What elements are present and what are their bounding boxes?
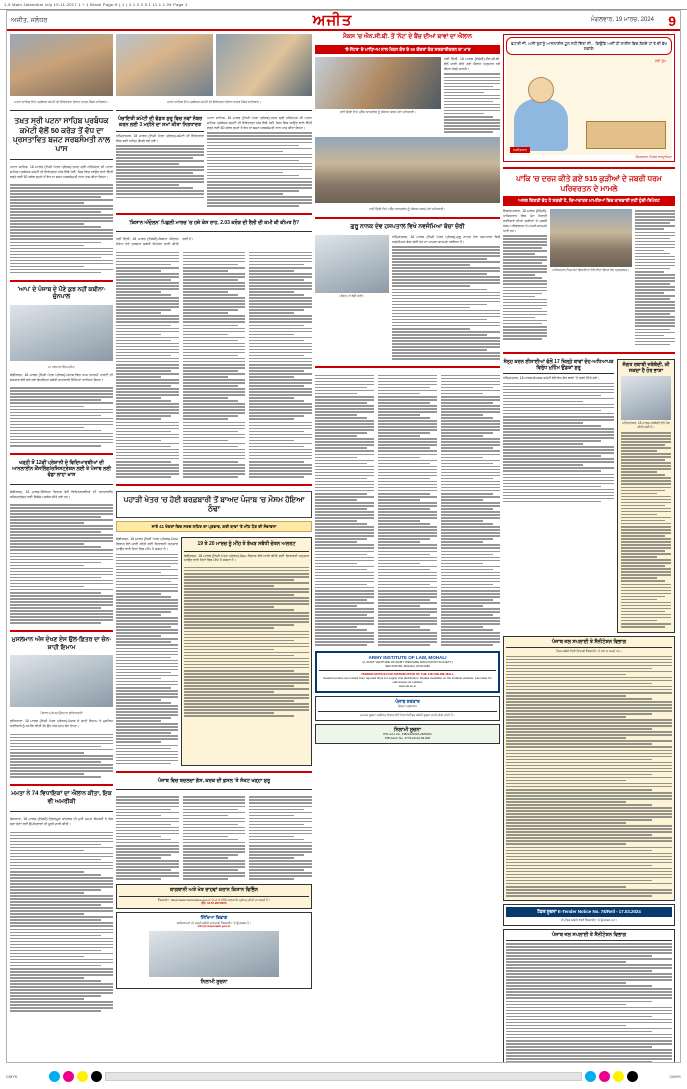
snowfall-alert-box — [181, 537, 312, 765]
footer-label-left: CMYK — [6, 1073, 18, 1079]
headline-guru-nanak-hospital: ਗੁਰੂ ਨਾਨਕ ਦੇਵ ਹਸਪਤਾਲ ਵਿਖੇ ਨਵਜੰਮਿਆ ਬੱਚਾ ਚੋਰੀ — [350, 224, 465, 231]
column-2 — [116, 34, 312, 1063]
headline-kilometer: 'ਕਿਸਾਨ ਅੰਦੋਲਨ' ਪਿਛਲੀ ਮਾਰਚ 'ਚ ਹਜ਼ੇ ਕੇਸ ਰਾਹ, 2.03 ਕਰੋੜ ਦੀ ਰੈਲੀ ਦੀ ਕਮੀ ਕੀ ਕੀਮਤ ਹੈ? — [128, 220, 300, 227]
ad-etender[interactable] — [503, 904, 675, 926]
headline-musalman: ਮੁਸਲਮਾਨ ਅੱਜ ਦੇਖਣ ਏਸ ਉਲ-ਫ਼ਿਤਰ ਦਾ ਚੰਨ-ਸ਼ਾਹੀ ਇਮਾਮ — [11, 637, 112, 651]
body-col2-lead: ਪਟਨਾ ਸਾਹਿਬ, 18 ਮਾਰਚ (ਨਿਜੀ ਪੱਤਰ ਪ੍ਰੇਰਕ)-ਤਖ਼ਤ ਸ੍ਰੀ ਹਰਿਮੰਦਰ ਜੀ ਪਟਨਾ ਸਾਹਿਬ ਪ੍ਰਬੰਧਕ ਕਮੇਟੀ ਦੀ ਇਕੱਤਰਤਾ ਅੱਜ ਇਥੇ ਹੋਈ, ਜਿਸ ਵਿਚ ਆਉਣ ਵਾਲੇ ਵਿੱਤੀ ਵਰ੍ਹੇ ਲਈ 50 ਕਰੋੜ ਰੁਪਏ ਤੋਂ ਵੱਧ ਦਾ ਬਜਟ ਸਰਬਸੰਮਤੀ ਨਾਲ ਪਾਸ ਕੀਤਾ ਗਿਆ। — [207, 116, 312, 131]
caption-street-crowd: ਨਵੀਂ ਦਿੱਲੀ ਵਿਖੇ ਪ੍ਰੈੱਸ ਕਾਨਫ਼ਰੰਸ ਨੂੰ ਸੰਬੋਧਨ ਕਰਦੇ ਹੋਏ ਅਧਿਕਾਰੀ। — [369, 207, 446, 212]
body-filler-13 — [392, 246, 500, 360]
ad-water-title: ਪੰਜਾਬ ਜਲ ਸਪਲਾਈ ਤੇ ਸੈਨੀਟੇਸ਼ਨ ਵਿਭਾਗ — [551, 638, 627, 645]
body-filler-18 — [618, 432, 674, 632]
ad-punjab-govt[interactable] — [315, 696, 500, 721]
body-filler-11b — [183, 795, 246, 881]
photo-patna-committee — [10, 34, 113, 96]
ad-army-body: Sealed tenders are invited from reputed firms for supply and distribution. Details available on the institute website. Last date for submission as notified. — [323, 676, 492, 685]
page-number: 9 — [668, 12, 676, 29]
masthead — [7, 11, 680, 31]
ad-agri-title: ਬਾਗਬਾਨੀ ਅਤੇ ਖੇਤ ਰਾਹਵਾਂ ਕਰਾਨ ਕਿਸਾਨ ਵਿਭਿੰਨ — [169, 887, 259, 894]
headline-pak-conversion: ਪਾਕਿ 'ਚ ਦਰਜ ਕੀਤੇ ਗਏ 515 ਕੁੜੀਆਂ ਦੇ ਜਬਰੀ ਧਰਮ ਪਰਿਵਰਤਨ ਦੇ ਮਾਮਲੇ — [516, 174, 662, 193]
body-filler-17 — [503, 383, 614, 503]
body-filler-9 — [116, 554, 178, 765]
ad-army-web[interactable]: www.ail.ac.in — [398, 684, 417, 689]
body-filler-16 — [635, 210, 675, 345]
headline-rail-roko: ਸੰਨ੍ਹ ਕਰਨ ਈਸਾਈਆਂ ਵੱਲੋਂ 17 ਜ਼ਿਲ੍ਹੇ ਥਾਵਾਂ ਦੇਹ-ਅਧਿਆਪਕ ਵਿਰੁੱਧ ਮੁਹਿੰਮ ਉਡਕਾਂ ਸ਼ੁਰੂ — [503, 358, 614, 371]
headline-mamta: ਮਮਤਾ ਨੇ 74 ਵਿਧਾਇਕਾਂ ਦਾ ਐਲਾਨ ਕੀਤਾ, ਇਕ ਵੀ ਅਮਰੀਕੀ — [11, 791, 112, 805]
ad-army-line2: SECTOR-68, MOHALI (PUNJAB) — [385, 663, 430, 668]
color-dot-black — [91, 1071, 102, 1082]
ad-army-title: ARMY INSTITUTE OF LAW, MOHALI — [368, 654, 447, 660]
headline-aap-punjab: 'ਆਪ' ਦੇ ਪੰਜਾਬ ਦੇ ਪੌਣੇ ਕੁਝ ਨਹੀਂ ਕਬੀਨਾ-ਚੁੰਨਪਾਲ — [17, 286, 106, 301]
footer-label-right: CMYK — [669, 1073, 681, 1079]
body-takht-patna: ਪਟਨਾ ਸਾਹਿਬ, 18 ਮਾਰਚ (ਨਿਜੀ ਪੱਤਰ ਪ੍ਰੇਰਕ)-ਤਖ਼ਤ ਸ੍ਰੀ ਹਰਿਮੰਦਰ ਜੀ ਪਟਨਾ ਸਾਹਿਬ ਪ੍ਰਬੰਧਕ ਕਮੇਟੀ ਦੀ ਇਕੱਤਰਤਾ ਅੱਜ ਇਥੇ ਹੋਈ, ਜਿਸ ਵਿਚ ਆਉਣ ਵਾਲੇ ਵਿੱਤੀ ਵਰ੍ਹੇ ਲਈ 50 ਕਰੋੜ ਰੁਪਏ ਤੋਂ ਵੱਧ ਦਾ ਬਜਟ ਸਰਬਸੰਮਤੀ ਨਾਲ ਪਾਸ ਕੀਤਾ ਗਿਆ। — [10, 164, 113, 179]
color-dot-magenta — [63, 1071, 74, 1082]
ad-agri-body: ਵੈੱਬਸਾਈਟ: https://www.horticulture.gov.in 'ਤੇ ਜਾ ਕੇ ਵਧੇਰੇ ਜਾਣਕਾਰੀ ਪ੍ਰਾਪਤ ਕੀਤੀ ਜਾ ਸਕਦੀ ਹੈ। — [157, 897, 271, 902]
body-filler-14a — [315, 373, 374, 647]
headline-snowfall: ਪਹਾੜੀ ਖੇਤਰ 'ਚ ਹੋਈ ਬਰਫ਼ਬਾਰੀ ਤੋਂ ਬਾਅਦ ਪੰਜਾਬ 'ਚ ਮੌਸਮ ਹੋਇਆ ਠੰਢਾ — [116, 491, 312, 518]
ad-agri-notice[interactable] — [116, 884, 312, 909]
caption-patna-committee: ਪਟਨਾ ਸਾਹਿਬ ਵਿਖੇ ਪ੍ਰਬੰਧਕ ਕਮੇਟੀ ਦੀ ਇਕੱਤਰਤਾ ਦੌਰਾਨ ਹਾਜ਼ਰ ਮੈਂਬਰ ਸਾਹਿਬਾਨ। — [14, 100, 109, 104]
body-filler-8c — [249, 250, 312, 479]
photo-mexico-press — [315, 57, 441, 109]
body-filler-12 — [444, 73, 500, 132]
ad-agri-phone: ਫ਼ੋਨ: 0172-2970605 — [201, 901, 227, 906]
registration-bar — [105, 1072, 582, 1081]
caption-harpal-cheema: ਸ: ਹਰਪਾਲ ਸਿੰਘ ਚੀਮਾ — [48, 364, 75, 369]
ad-water-supply-2[interactable] — [503, 929, 675, 1063]
cartoon-table — [586, 121, 666, 149]
ad-etender-body: ਈ-ਟੈਂਡਰ ਸਬੰਧੀ ਵੇਰਵੇ ਵੈੱਬਸਾਈਟ 'ਤੇ ਉਪਲਬਧ ਹਨ। — [560, 917, 618, 922]
ad-punjab-govt-sub: ਜ਼ਿਲ੍ਹਾ ਪ੍ਰਸ਼ਾਸਨ — [397, 704, 417, 709]
ad-edu-email: info@ssapunjab.gov.in — [197, 924, 231, 929]
cartoon-speech-bubble: ਵਧਾਈ ਜੀ, ਅਸੀਂ ਤੁਹਾਨੂੰ ਆਨਲਾਈਨ-ਟੂਲ ਨਹੀਂ ਦਿੱਤਾ ਸੀ... ਕਿਉਂਕਿ ਅਸੀਂ ਹੀ ਲਾਈਨ ਵਿਚ ਲੱਗਦੇ ਹਾਂ ਤੇ ਦੀ ਵੇਖ ਲਵਾਂਗੇ! — [506, 37, 672, 55]
body-filler-20 — [506, 943, 672, 1063]
cartoon-panel — [503, 34, 675, 162]
photo-shahi-imam — [10, 655, 113, 707]
subhead-snowfall: ਸਾਰੇ 41 ਖੇਤਰਾਂ ਵਿਚ ਸਰਦ ਲਹਿਰ ਦਾ ਪ੍ਰਭਾਵ, ਕਈ ਥਾਵਾਂ 'ਤੇ ਮੀਂਹ ਪੈਣ ਦੀ ਸੰਭਾਵਨਾ — [116, 521, 312, 532]
body-filler-7 — [207, 132, 312, 206]
ad-edu-title: ਸਿੱਖਿਆ ਵਿਭਾਗ — [200, 915, 228, 921]
ad-edu-notice[interactable] — [116, 912, 312, 988]
ad-contact-footer[interactable] — [315, 724, 500, 744]
column-3 — [315, 34, 500, 1063]
ad-army-institute[interactable] — [315, 651, 500, 694]
ad-edu-photo — [149, 931, 279, 977]
color-dot-cyan-2 — [585, 1071, 596, 1082]
photo-sangat-leader — [621, 376, 671, 420]
body-mexico: ਨਵੀਂ ਦਿੱਲੀ, 18 ਮਾਰਚ (ਏਜੰਸੀ)-ਐਨ.ਸੀ.ਬੀ. ਵੱਲੋਂ ਜਾਰੀ ਕੀਤੇ ਗਏ ਐਲਾਨ ਅਨੁਸਾਰ ਨਵੇਂ ਕੇਂਦਰ ਖੋਲ੍ਹੇ ਜਾਣਗੇ। — [444, 57, 500, 72]
body-filler-14c — [441, 373, 500, 647]
photo-crying-mother — [315, 235, 389, 293]
body-filler-11c — [249, 795, 312, 881]
cartoon-label-small: ਨਵਾਂ ਰੂਪ — [654, 59, 666, 64]
caption-crying-mother: ਪੀੜਤ ਮਾਂ ਰੋਂਦੀ ਹੋਈ। — [339, 293, 365, 298]
body-filler-8a — [116, 250, 179, 479]
photo-street-crowd — [315, 137, 500, 203]
caption-mexico: ਨਵੀਂ ਦਿੱਲੀ ਵਿਖੇ ਪ੍ਰੈੱਸ ਕਾਨਫ਼ਰੰਸ ਨੂੰ ਸੰਬੋਧਨ ਕਰਦੇ ਹੋਏ ਅਧਿਕਾਰੀ। — [339, 110, 417, 115]
body-rail-roko: ਅੰਮ੍ਰਿਤਸਰ, 18 ਮਾਰਚ-ਸੰਘਰਸ਼ ਕਮੇਟੀ ਵੱਲੋਂ ਵੱਖ-ਵੱਖ ਥਾਵਾਂ 'ਤੇ ਧਰਨੇ ਦਿੱਤੇ ਗਏ। — [503, 376, 600, 381]
masthead-edition: ਅਜੀਤ, ਜਲੰਧਰ — [11, 16, 48, 24]
body-snowfall-left: ਚੰਡੀਗੜ੍ਹ, 18 ਮਾਰਚ (ਨਿਜੀ ਪੱਤਰ ਪ੍ਰੇਰਕ)-ਮੌਸਮ ਵਿਭਾਗ ਵੱਲੋਂ ਜਾਰੀ ਕੀਤੀ ਗਈ ਚਿਤਾਵਨੀ ਅਨੁਸਾਰ ਆਉਣ ਵਾਲੇ ਦਿਨਾਂ ਵਿਚ ਮੀਂਹ ਪੈ ਸਕਦਾ ਹੈ। — [116, 537, 178, 552]
caption-top-photos: ਪਟਨਾ ਸਾਹਿਬ ਵਿਖੇ ਪ੍ਰਬੰਧਕ ਕਮੇਟੀ ਦੀ ਇਕੱਤਰਤਾ ਦੌਰਾਨ ਹਾਜ਼ਰ ਮੈਂਬਰ ਸਾਹਿਬਾਨ। — [166, 100, 262, 104]
caption-sangat-leader: ਅੰਮ੍ਰਿਤਸਰ, 18 ਮਾਰਚ-ਜਥੇਬੰਦੀ ਵੱਲੋਂ ਮੰਗ ਕੀਤੀ ਗਈ ਹੈ। — [622, 421, 670, 430]
color-dot-cyan — [49, 1071, 60, 1082]
headline-sangat-box: ਸੰਗਤ ਰਬਾਬੀ ਜਥੇਬੰਦੀ, ਕੀ ਸਕਦਾ ਹੈ ਹੋਰ ਭਾਸ਼ਾ — [622, 361, 670, 374]
body-filler-10 — [182, 567, 311, 721]
ad-army-line1: (A JOINT VENTURE OF ARMY WELFARE EDUCATION SOCIETY) — [362, 659, 453, 664]
ad-army-notice: TENDER NOTICE FOR DISTRIBUTION OF THE 148 ONLINE MALL — [361, 672, 454, 677]
body-aap-punjab: ਚੰਡੀਗੜ੍ਹ, 18 ਮਾਰਚ (ਨਿਜੀ ਪੱਤਰ ਪ੍ਰੇਰਕ)-ਪੰਜਾਬ ਵਿਚ ਆਮ ਆਦਮੀ ਪਾਰਟੀ ਦੀ ਸਰਕਾਰ ਵੱਲੋਂ ਲਏ ਗਏ ਫ਼ੈਸਲਿਆਂ ਸਬੰਧੀ ਜਾਣਕਾਰੀ ਦਿੰਦਿਆਂ ਆਖਿਆ ਗਿਆ। — [10, 373, 113, 382]
page-footer-colorbar — [6, 1067, 681, 1085]
cartoon-tag: ਅਜੀਤਯਾਨ — [510, 147, 530, 153]
column-4 — [503, 34, 675, 1063]
headline-punjab-gas: ਪੰਜਾਬ ਵਿਚ ਬਦਲਦਾ ਗੱਸ, ਕਰਕ ਦੀ ਫ਼ਸਲ 'ਤੇ ਸੰਕਟ ਖੜ੍ਹਾ ਸ਼ੁਰੂ — [157, 777, 271, 784]
headline-punjab-kameti: ਪੰਚਾਇਤੀ ਕਮੇਟੀ ਦੀ ਵੱਡਤ ਸ਼ੁਰੂ ਵਿਚ ਨਵਾਂ ਨੰਬਰ ਕਰਨ ਲਈ 3 ਮਹੀਨੇ ਦਾ ਸਮਾਂ ਕੀਤਾ ਨਿਰਧਾਰਤ — [117, 116, 203, 129]
ad-contact-heading: ਨਿਲਾਮੀ ਸੂਚਨਾ — [394, 727, 421, 733]
ad-contact-line2: PIB-Adv/L No. 1779-00-20-39-802 — [384, 736, 431, 741]
masthead-date: ਮੰਗਲਵਾਰ, 19 ਮਾਰਚ, 2024 — [590, 17, 654, 23]
photo-harpal-cheema — [10, 305, 113, 361]
color-dot-yellow — [77, 1071, 88, 1082]
photo-event-left — [116, 34, 213, 96]
body-filler-1 — [10, 182, 113, 274]
body-filler-19 — [506, 656, 672, 897]
body-filler-3 — [10, 503, 113, 626]
body-pak-conversion-left: ਇਸਲਾਮਾਬਾਦ, 18 ਮਾਰਚ (ਏਜੰਸੀ)-ਪਾਕਿਸਤਾਨ ਵਿਚ ਘੱਟ ਗਿਣਤੀ ਭਾਈਚਾਰੇ ਦੀਆਂ ਕੁੜੀਆਂ ਦੇ ਜਬਰੀ ਧਰਮ ਪਰਿਵਰਤਨ ਦੇ ਮਾਮਲੇ ਸਾਹਮਣੇ ਆਏ ਹਨ। — [503, 208, 547, 233]
ad-etender-title: ਟੈਂਡਰ ਸੂਚਨਾ E-Tender Notice No. 78/Rell - 17.03.2024 — [506, 907, 672, 917]
body-filler-15 — [503, 235, 547, 340]
photo-event-right — [216, 34, 313, 96]
print-registration-strip: 1-9 Main Jalandhar city 19-11-2017 1 + 1 Black Page-9 ( 1 ) 4 1 2 0 5 1 11 1 1 09 Page 1 — [0, 0, 687, 10]
body-mamta: ਕੋਲਕਾਤਾ, 18 ਮਾਰਚ (ਏਜੰਸੀ)-ਤ੍ਰਿਣਮੂਲ ਕਾਂਗਰਸ ਦੀ ਮੁਖੀ ਮਮਤਾ ਬੈਨਰਜੀ ਨੇ ਲੋਕ ਸਭਾ ਚੋਣਾਂ ਲਈ ਉਮੀਦਵਾਰਾਂ ਦੀ ਸੂਚੀ ਜਾਰੀ ਕੀਤੀ। — [10, 817, 113, 827]
body-filler-14b — [378, 373, 437, 647]
headline-mexico: ਮੈਕਸ 'ਚ ਐਨ.ਸੀ.ਬੀ. ਤੋਂ 'ਨੋਟ' ਦੇ ਬੈਂਚ ਦੀਆਂ ਥਾਵਾਂ ਦਾ ਐਲਾਨ — [342, 34, 473, 40]
ad-contact-line1: PIN-Ad-L No. PIB/1/3/2024-29/99/21 — [383, 732, 432, 737]
body-filler-4 — [10, 732, 113, 779]
snowfall-alert-headline: 19 ਤੇ 20 ਮਾਰਚ ਨੂੰ ਮੀਂਹ ਤੇ ਝੱਖੜ ਸਬੰਧੀ ਚੇਤਨ ਅਲਰਟ — [197, 541, 296, 548]
body-twelve-year: ਚੰਡੀਗੜ੍ਹ, 18 ਮਾਰਚ-ਸਿੱਖਿਆ ਵਿਭਾਗ ਵੱਲੋਂ ਵਿਦਿਆਰਥੀਆਂ ਦੀ ਆਨਲਾਈਨ ਰਜਿਸਟ੍ਰੇਸ਼ਨ ਲਈ ਵਿਸ਼ੇਸ਼ ਪ੍ਰਬੰਧ ਕੀਤੇ ਗਏ ਹਨ। — [10, 489, 113, 499]
body-filler-11a — [116, 795, 179, 881]
subhead-mexico: 'ਏ-ਸੈਂਟਰ' ਦੇ ਮਾਧਿਅਮ ਨਾਲ ਮੈਕਸ ਕੋਰ ਦੇ 90 ਕੇਂਦਰਾਂ ਤੱਕ ਸਰਕਾਰੀਕਰਨ ਦਾ ਮਾਰ — [315, 45, 500, 55]
caption-shahi-imam: ਮੌਲਾਨਾ ਮੁਹੰਮਦ ਉਸਮਾਨ ਲੁਧਿਆਣਵੀ — [40, 711, 83, 716]
snowfall-alert-body: ਚੰਡੀਗੜ੍ਹ, 18 ਮਾਰਚ (ਨਿਜੀ ਪੱਤਰ ਪ੍ਰੇਰਕ)-ਮੌਸਮ ਵਿਭਾਗ ਵੱਲੋਂ ਜਾਰੀ ਕੀਤੀ ਗਈ ਚਿਤਾਵਨੀ ਅਨੁਸਾਰ ਆਉਣ ਵਾਲੇ ਦਿਨਾਂ ਵਿਚ ਮੀਂਹ ਪੈ ਸਕਦਾ ਹੈ। — [184, 553, 309, 563]
photo-pak-protest — [550, 209, 632, 267]
ad-water-supply[interactable] — [503, 636, 675, 901]
body-punjab-kameti: ਅੰਮ੍ਰਿਤਸਰ, 18 ਮਾਰਚ (ਨਿਜੀ ਪੱਤਰ ਪ੍ਰੇਰਕ)-ਕਮੇਟੀ ਦੀ ਇਕੱਤਰਤਾ ਵਿਚ ਕਈ ਅਹਿਮ ਫ਼ੈਸਲੇ ਲਏ ਗਏ। — [116, 133, 204, 143]
ad-punjab-govt-body: ਜਨਤਕ ਸੂਚਨਾ: ਸਬੰਧਿਤ ਵਿਭਾਗ ਵੱਲੋਂ ਨਿਲਾਮੀ/ਟੈਂਡਰ ਸਬੰਧੀ ਸੂਚਨਾ ਜਾਰੀ ਕੀਤੀ ਜਾਂਦੀ ਹੈ। — [360, 713, 455, 718]
ad-water2-title: ਪੰਜਾਬ ਜਲ ਸਪਲਾਈ ਤੇ ਸੈਨੀਟੇਸ਼ਨ ਵਿਭਾਗ — [551, 931, 627, 938]
page-grid — [7, 31, 680, 1063]
cartoon-drawing — [506, 55, 672, 155]
page-sheet — [6, 10, 681, 1063]
body-guru-nanak-hospital: ਅੰਮ੍ਰਿਤਸਰ, 18 ਮਾਰਚ (ਨਿਜੀ ਪੱਤਰ ਪ੍ਰੇਰਕ)-ਗੁਰੂ ਨਾਨਕ ਦੇਵ ਹਸਪਤਾਲ ਵਿਚੋਂ ਨਵਜੰਮਿਆ ਬੱਚਾ ਚੋਰੀ ਹੋਣ ਦਾ ਮਾਮਲਾ ਸਾਹਮਣੇ ਆਇਆ ਹੈ। — [392, 234, 500, 244]
headline-takht-patna: ਤਖ਼ਤ ਸ੍ਰੀ ਪਟਨਾ ਸਾਹਿਬ ਪ੍ਰਬੰਧਕ ਕਮੇਟੀ ਵੱਲੋਂ 50 ਕਰੋੜ ਤੋਂ ਵੱਧ ਦਾ ਪ੍ਰਸਤਾਵਿਤ ਬਜਟ ਸਰਬਸੰਮਤੀ ਨਾਲ ਪਾਸ — [12, 116, 111, 154]
caption-pak-protest: ਪਾਕਿਸਤਾਨ ਵਿਚ ਘੱਟ ਗਿਣਤੀਆਂ ਵੱਲੋਂ ਕੀਤਾ ਗਿਆ ਰੋਸ ਪ੍ਰਦਰਸ਼ਨ। — [552, 267, 630, 272]
cartoon-figure-body — [514, 99, 568, 151]
color-dot-magenta-2 — [599, 1071, 610, 1082]
body-filler-2 — [10, 386, 113, 448]
body-filler-5 — [10, 830, 113, 1013]
ad-punjab-govt-title: ਪੰਜਾਬ ਸਰਕਾਰ — [395, 699, 420, 705]
body-filler-6 — [116, 145, 204, 198]
masthead-logo: ਅਜੀਤ — [312, 12, 353, 29]
color-dot-black-2 — [627, 1071, 638, 1082]
headline-twelve-year: ਖੜ੍ਹੀ ਤੋਂ 12ਵੀਂ ਪ੍ਰੇਸ਼ਾਨੀ ਦੇ ਵਿਦਿਆਰਥੀਆਂ ਦੀ ਆਨਲਾਈਨ ਕੌਂਸਲਿੰਗ/ਰਜਿਸਟ੍ਰੇਸ਼ਨ ਲਈ ਤੇ ਪੰਜਾਬ ਲਈ ਵੱਡਾ ਲਾਹਾ ਖ਼ਾਸ — [11, 459, 112, 479]
body-kilometer: ਨਵੀਂ ਦਿੱਲੀ, 18 ਮਾਰਚ (ਏਜੰਸੀ)-ਕਿਸਾਨ ਅੰਦੋਲਨ ਦੌਰਾਨ ਹੋਏ ਨੁਕਸਾਨ ਸਬੰਧੀ ਰਿਪੋਰਟ ਜਾਰੀ ਕੀਤੀ ਗਈ ਹੈ। — [116, 237, 194, 247]
ad-edu-heading2: ਨਿਲਾਮੀ ਸੂਚਨਾ — [200, 979, 228, 986]
body-musalman: ਲੁਧਿਆਣਾ, 18 ਮਾਰਚ (ਨਿਜੀ ਪੱਤਰ ਪ੍ਰੇਰਕ)-ਪੰਜਾਬ ਦੇ ਸ਼ਾਹੀ ਇਮਾਮ ਨੇ ਮੁਸਲਿਮ ਭਾਈਚਾਰੇ ਨੂੰ ਅਪੀਲ ਕੀਤੀ ਕਿ ਉਹ ਅੱਜ ਸ਼ਾਮ ਚੰਨ ਦੇਖਣ। — [10, 719, 113, 729]
subhead-pak-conversion: ਅਸਲ ਗਿਣਤੀ ਵੱਧ ਹੋ ਸਕਦੀ ਹੈ, ਜ਼ਿਆਦਾਤਰ ਮਾਮਲਿਆਂ ਵਿਚ ਕਾਰਵਾਈ ਨਹੀਂ ਹੁੰਦੀ-ਰਿਪੋਰਟ — [503, 196, 675, 206]
ad-water-body: ਟੈਂਡਰ ਸਬੰਧੀ ਵੇਰਵੇ ਵਿਭਾਗੀ ਵੈੱਬਸਾਈਟ ਤੋਂ ਲਏ ਜਾ ਸਕਦੇ ਹਨ। — [556, 649, 622, 654]
column-1 — [10, 34, 113, 1063]
color-dot-yellow-2 — [613, 1071, 624, 1082]
ad-edu-body: ਅਧਿਆਪਕਾਂ ਦੀ ਭਰਤੀ ਸਬੰਧੀ ਜਾਣਕਾਰੀ ਵੈੱਬਸਾਈਟ 'ਤੇ ਉਪਲਬਧ ਹੈ। — [176, 920, 252, 925]
body-filler-8b — [183, 250, 246, 479]
cartoon-footnote: ਚਿੱਤਰਕਾਰ: ਵਿਸ਼ੇਸ਼ ਕਾਰਟੂਨਿਸਟ — [635, 155, 672, 160]
